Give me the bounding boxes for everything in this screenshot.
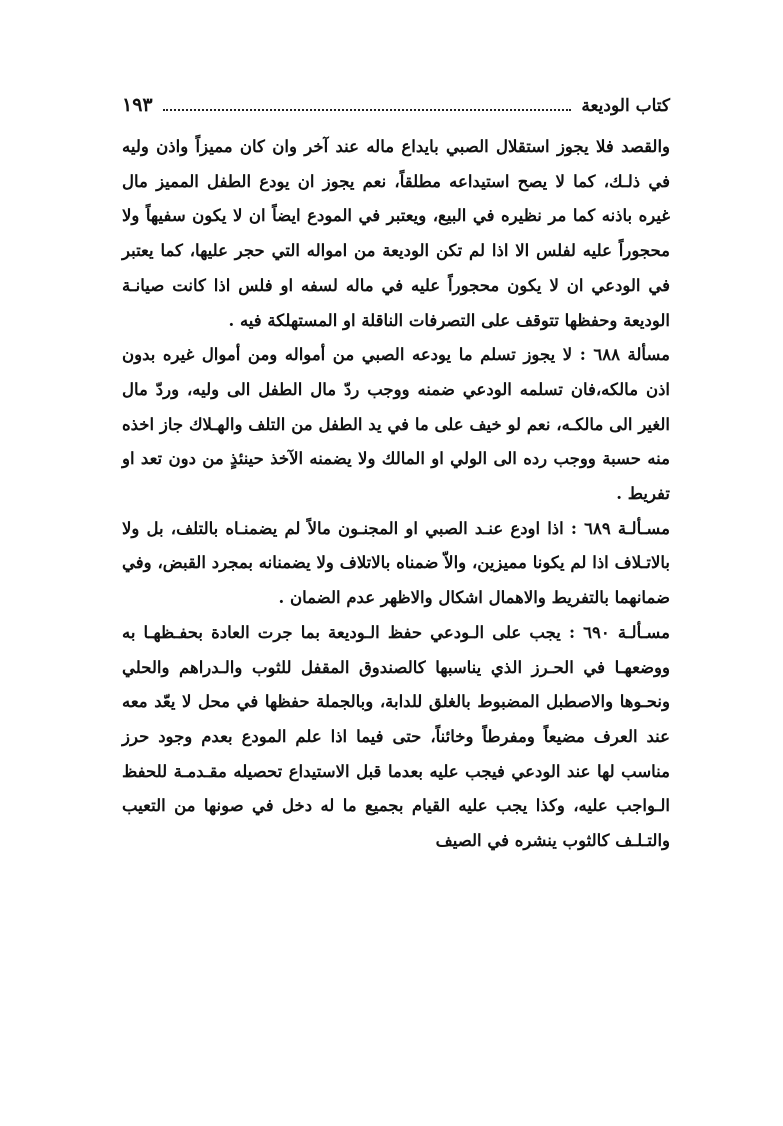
running-header [122, 88, 670, 116]
paragraph-intro [122, 130, 670, 338]
page-number: ١٩٣ [122, 94, 153, 116]
paragraph-text: يجب على الـودعي حفظ الـوديعة بما جرت العادة بحفـظهـا به ووضعهـا في الحـرز الذي يناسبها كالصندوق المقفل للثوب والـدراهم والحلي ونحـوها والاصطبل المضبوط بالغلق للدابة، وبالجملة حفظها في محل لا يعّد معه عند العرف مضيعاً ومفرطاً وخائناً، حتى فيما اذا علم المودع بعدم وجود حرز مناسب لها عند الودعي فيجب عليه بعدما قبل الاستيداع تحصيله مقـدمـة للحفظ الـواجب عليه، وكذا يجب عليه القيام بجميع ما له دخل في صونها من التعيب والتـلـف كالثوب ينشره في الصيف [122, 622, 670, 851]
masala-label: مسألة ٦٨٨ : [579, 345, 671, 365]
paragraph-masala-690 [122, 616, 670, 859]
chapter-title: كتاب الوديعة [581, 96, 670, 116]
masala-label: مسـألـة ٦٨٩ : [570, 518, 670, 538]
paragraph-text: والقصد فلا يجوز استقلال الصبي بايداع ماله عند آخر وان كان مميزاً واذن وليه في ذلـك، كما لا يصح استيداعه مطلقاً، نعم يجوز ان يودع الطفل المميز مال غيره باذنه كما مر نظيره في البيع، ويعتبر في المودع ايضاً ان لا يكون سفيهاً ولا محجوراً عليه لفلس الا اذا لم تكن الوديعة من امواله التي حجر عليها، كما يعتبر في الودعي ان لا يكون محجوراً عليه في ماله لسفه او فلس اذا كانت صيانـة الوديعة وحفظها تتوقف على التصرفات الناقلة او المستهلكة فيه . [122, 137, 670, 330]
masala-label: مسـألـة ٦٩٠ : [568, 622, 670, 642]
paragraph-masala-688 [122, 338, 670, 512]
paragraph-text: لا يجوز تسلم ما يودعه الصبي من أمواله ومن أموال غيره بدون اذن مالكه،فان تسلمه الودعي ضمنه ووجب ردّ مال الطفل الى وليه، وردّ مال الغير الى مالكـه، نعم لو خيف على ما في يد الطفل من التلف والهـلاك جاز اخذه منه حسبة ووجب رده الى الولي او المالك ولا يضمنه الآخذ حينئذٍ من دون تعد او تفريط . [122, 345, 670, 504]
page-body [122, 130, 670, 859]
paragraph-masala-689 [122, 512, 670, 616]
paragraph-text: اذا اودع عنـد الصبي او المجنـون مالاً لم يضمنـاه بالتلف، بل ولا بالاتـلاف اذا لم يكونا مميزين، والاّ ضمناه بالاتلاف ولا يضمنانه بمجرد القبض، وفي ضمانهما بالتفريط والاهمال اشكال والاظهر عدم الضمان . [122, 518, 670, 608]
header-dot-leader [163, 109, 572, 111]
